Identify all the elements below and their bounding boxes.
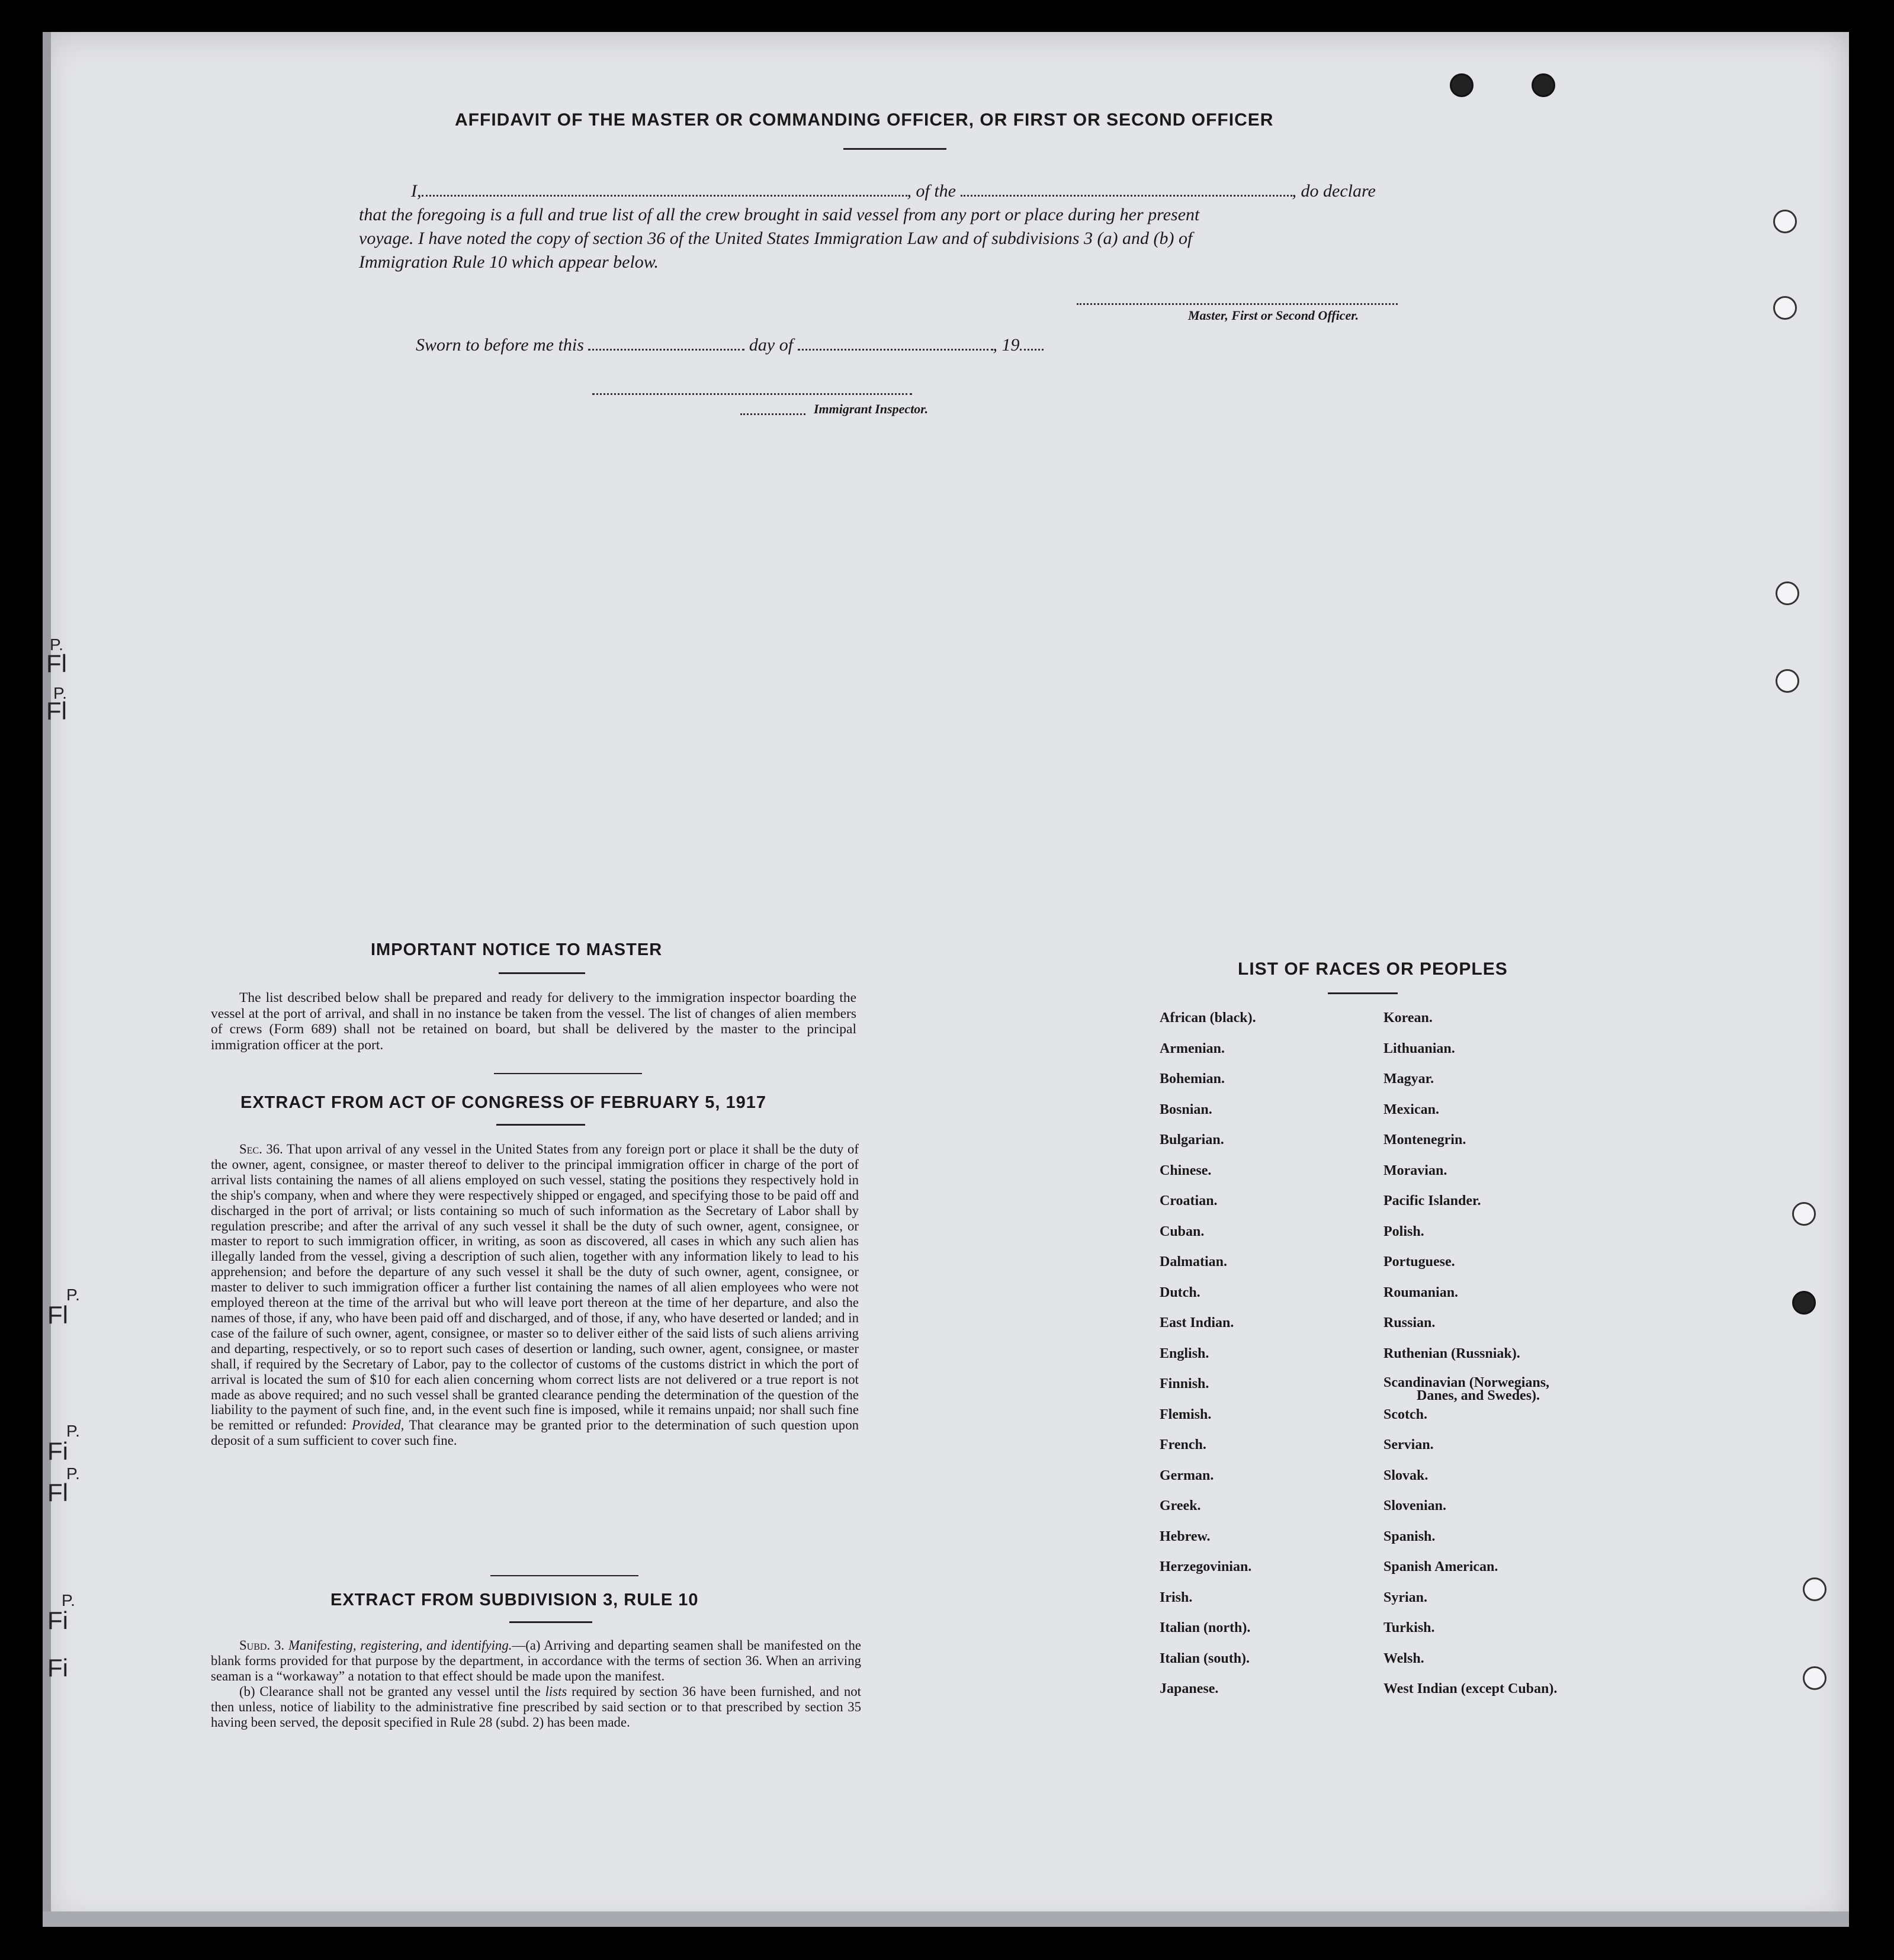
race-item: Mexican. [1383, 1101, 1439, 1117]
punch-hole-icon [1792, 1291, 1816, 1315]
race-item: English. [1160, 1345, 1209, 1361]
race-item: Polish. [1383, 1223, 1424, 1239]
race-item: Armenian. [1160, 1040, 1225, 1056]
race-item: Lithuanian. [1383, 1040, 1455, 1056]
sheet-left-edge [43, 32, 51, 1927]
race-item: Korean. [1383, 1010, 1433, 1026]
title-rule [499, 972, 585, 974]
punch-hole-icon [1792, 1202, 1816, 1226]
race-item: German. [1160, 1467, 1214, 1483]
margin-mark: Fl [46, 650, 67, 677]
margin-mark: P. [53, 684, 67, 702]
act-text: Sec. 36. That upon arrival of any vessel in the United States from any foreign port or place it shall be the duty of the owner, agent, consignee, or master thereof to deliver to the principal immigration officer in charge of the port of arrival lists containing the names of all aliens employed on such vessel, stating the positions they respectively hold in the ship's company, when and where they were respectively shipped or engaged, and specifying those to be paid off and discharged in the port of arrival; or lists containing so much of such information as the Secretary of Labor shall by regulation prescribe; and after the arrival of any such vessel it shall be the duty of such owner, agent, consignee, or master to report to such immigration officer, in writing, as soon as discovered, all cases in which any such alien has illegally landed from the vessel, giving a description of such alien, together with any information likely to lead to his apprehension; and before the departure of any such vessel it shall be the duty of such owner, agent, consignee, or master to deliver to such immigration officer a further list containing the names of all alien employees who were not employed thereon at the time of the arrival but who will leave port thereon at the time of her departure, and also the names of those, if any, who have been paid off and discharged, and of those, if any, who have deserted or landed; and in case of the failure of such owner, agent, consignee, or master so to deliver either of the said lists of such aliens arriving and departing, respectively, or so to report such cases of desertion or landing, such owner, agent, consignee, or master shall, if required by the Secretary of Labor, pay to the collector of customs of the customs district in which the port of arrival is located the sum of $10 for each alien concerning whom correct lists are not delivered or a true report is not made as above required; and no such vessel shall be granted clearance pending the determination of the question of the liability to the payment of such fine, and, in the event such fine is imposed, while it remains unpaid; nor shall such fine be remitted or refunded: Provided, That clearance may be granted prior to the determination of such question upon deposit of a sum sufficient to cover such fine. [211, 1142, 859, 1448]
margin-mark: Fl [47, 1301, 68, 1329]
affidavit-line-2: that the foregoing is a full and true list of all the crew brought in said vessel from any port or place during her present [359, 205, 1200, 224]
margin-mark: Fi [47, 1437, 68, 1465]
punch-hole-icon [1776, 581, 1799, 605]
race-item: Montenegrin. [1383, 1132, 1466, 1148]
race-item: Italian (south). [1160, 1650, 1250, 1666]
race-item: Portuguese. [1383, 1254, 1455, 1270]
race-item: Pacific Islander. [1383, 1193, 1481, 1209]
sworn-month-blank [798, 346, 993, 351]
race-item: Croatian. [1160, 1193, 1218, 1209]
race-item: Ruthenian (Russniak). [1383, 1345, 1520, 1361]
race-item: Slovak. [1383, 1467, 1428, 1483]
race-item: Spanish. [1383, 1528, 1436, 1544]
race-item: Italian (north). [1160, 1620, 1251, 1636]
margin-mark: Fl [47, 1479, 68, 1506]
race-item: Japanese. [1160, 1681, 1219, 1696]
margin-mark: Fl [46, 697, 67, 725]
race-item: Dutch. [1160, 1284, 1200, 1300]
race-item: Bohemian. [1160, 1071, 1225, 1087]
race-item: Bosnian. [1160, 1101, 1212, 1117]
race-item: Roumanian. [1383, 1284, 1459, 1300]
rule-title: EXTRACT FROM SUBDIVISION 3, RULE 10 [330, 1591, 699, 1609]
punch-hole-icon [1532, 73, 1555, 97]
race-item: Finnish. [1160, 1376, 1209, 1392]
race-item: Herzegovinian. [1160, 1559, 1252, 1575]
races-column-2 [1383, 1010, 1557, 1712]
punch-hole-icon [1773, 296, 1797, 320]
race-item: Moravian. [1383, 1162, 1447, 1178]
race-item: Cuban. [1160, 1223, 1205, 1239]
race-item: Servian. [1383, 1437, 1434, 1453]
section-label: Sec. 36. [239, 1142, 283, 1156]
margin-mark: P. [66, 1422, 80, 1440]
race-item: Dalmatian. [1160, 1254, 1227, 1270]
races-column-1 [1160, 1010, 1256, 1712]
affidavit-line-1: I, , of the , do declare [411, 181, 1376, 201]
race-item: East Indian. [1160, 1315, 1234, 1331]
races-title: LIST OF RACES OR PEOPLES [1238, 959, 1508, 979]
race-item: Irish. [1160, 1589, 1193, 1605]
race-item: Turkish. [1383, 1620, 1435, 1636]
race-item: Magyar. [1383, 1071, 1434, 1087]
race-item: Flemish. [1160, 1406, 1212, 1422]
margin-mark: P. [62, 1591, 75, 1609]
race-item: Hebrew. [1160, 1528, 1211, 1544]
margin-mark: Fi [47, 1606, 68, 1634]
rule-text: Subd. 3. Manifesting, registering, and identifying.—(a) Arriving and departing seamen shall be manifested on the blank forms provided for that purpose by the department, in accordance with the terms of section 36. When an arriving seaman is a “workaway” a notation to that effect should be made upon the manifest. (b) Clearance shall not be granted any vessel until the lists required by section 36 have been furnished, and not then unless, notice of liability to the administrative fine prescribed by said section or to that prescribed by section 35 having been served, the deposit specified in Rule 28 (subd. 2) has been made. [211, 1638, 862, 1730]
margin-mark: Fi [47, 1654, 68, 1682]
margin-mark: P. [50, 635, 63, 654]
title-rule [843, 148, 946, 150]
race-item: Chinese. [1160, 1162, 1212, 1178]
margin-mark: P. [66, 1464, 80, 1483]
name-blank [422, 192, 907, 197]
notice-title: IMPORTANT NOTICE TO MASTER [371, 940, 663, 959]
master-caption: Master, First or Second Officer. [1188, 308, 1359, 323]
inspector-caption-leader [740, 411, 805, 415]
race-item: Bulgarian. [1160, 1132, 1224, 1148]
race-item: Scandinavian (Norwegians, Danes, and Swedes). [1383, 1375, 1550, 1403]
race-item: Spanish American. [1383, 1559, 1498, 1575]
race-item: West Indian (except Cuban). [1383, 1681, 1558, 1696]
notice-text: The list described below shall be prepared and ready for delivery to the immigration inspector boarding the vessel at the port of arrival, and shall in no instance be taken from the vessel. The list of changes of alien members of crews (Form 689) shall not be retained on board, but shall be delivered by the master to the principal immigration officer at the port. [211, 990, 856, 1053]
sworn-year-blank [1020, 346, 1044, 351]
sworn-line: Sworn to before me this day of , 19 [416, 335, 1044, 355]
race-item: Syrian. [1383, 1589, 1428, 1605]
inspector-caption: Immigrant Inspector. [814, 401, 929, 416]
title-rule [509, 1621, 592, 1623]
race-item: Greek. [1160, 1498, 1201, 1514]
sworn-day-blank [588, 346, 744, 351]
affidavit-title: AFFIDAVIT OF THE MASTER OR COMMANDING OFFICER, OR FIRST OR SECOND OFFICER [455, 110, 1274, 130]
race-item: Welsh. [1383, 1650, 1424, 1666]
act-title: EXTRACT FROM ACT OF CONGRESS OF FEBRUARY 5, 1917 [240, 1093, 767, 1112]
punch-hole-icon [1773, 210, 1797, 233]
punch-hole-icon [1450, 73, 1474, 97]
race-item: Russian. [1383, 1315, 1436, 1331]
section-rule [490, 1575, 638, 1576]
title-rule [496, 1124, 585, 1126]
margin-mark: P. [66, 1286, 80, 1304]
inspector-signature-blank [592, 391, 912, 395]
master-signature-blank [1077, 301, 1398, 305]
race-item: African (black). [1160, 1010, 1256, 1026]
race-item: Scotch. [1383, 1406, 1427, 1422]
title-rule [1328, 992, 1398, 994]
race-item: French. [1160, 1437, 1206, 1453]
punch-hole-icon [1803, 1577, 1826, 1601]
race-item: Slovenian. [1383, 1498, 1447, 1514]
punch-hole-icon [1776, 669, 1799, 693]
affidavit-line-4: Immigration Rule 10 which appear below. [359, 252, 659, 272]
sheet-bottom-edge [43, 1911, 1849, 1927]
punch-hole-icon [1803, 1666, 1826, 1690]
affidavit-line-3: voyage. I have noted the copy of section 36 of the United States Immigration Law and of subdivisions 3 (a) and (b) of [359, 229, 1193, 248]
vessel-blank [961, 192, 1292, 197]
section-rule [494, 1073, 642, 1074]
